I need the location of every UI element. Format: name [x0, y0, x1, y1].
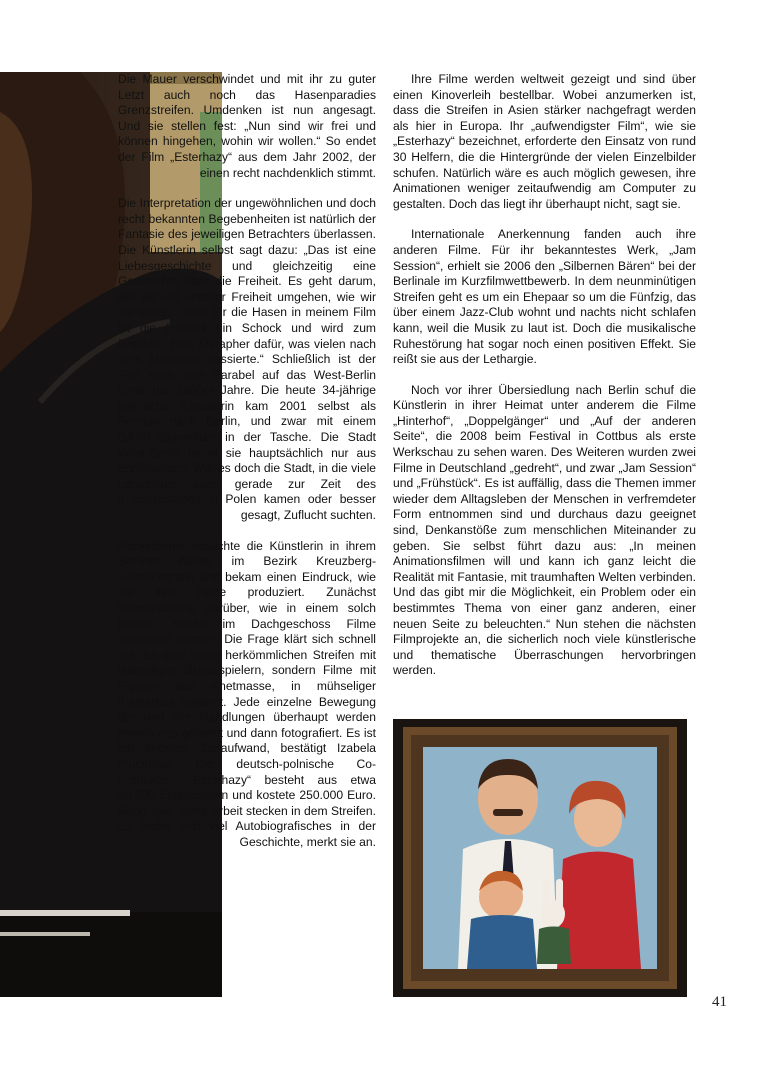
clay-family-picture [393, 719, 687, 997]
right-paragraph-1: Ihre Filme werden weltweit gezeigt und sind über einen Kinoverleih bestellbar. Wobei anzumerken ist, dass die Streifen in Asien stärker nachgefragt werden als hier in Europa. Ihr „aufwendigster Film“, wie sie „Esterhazy“ bezeichnet, erforderte den Einsatz von rund 30 Helfern, die die Hintergründe der vielen Einzelbilder schufen. Natürlich wäre es auch möglich gewesen, ihre Animationen weniger zeitaufwendig am Computer zu gestalten. Doch das liegt ihr überhaupt nicht, sagt sie. [393, 72, 696, 211]
page-number: 41 [712, 994, 727, 1010]
left-paragraph-1: Die Mauer verschwindet und mit ihr zu guter Letzt auch noch das Hasenparadies Grenzstreifen. Umdenken ist nun angesagt. Und sie stellen fest: „Nun sind wir frei und können hingehen, wohin wir wollen.“ So endet der Film „Esterhazy“ aus dem Jahr 2002, der einen recht nachdenklich stimmt. [118, 72, 376, 180]
left-text-column [118, 72, 376, 997]
right-paragraph-3: Noch vor ihrer Übersiedlung nach Berlin schuf die Künstlerin in ihrer Heimat unter anderem die Filme „Hinterhof“, „Doppelgänger“ und „Auf der anderen Seite“, die 2008 beim Festival in Cottbus als erste Werkschau zu sehen waren. Des Weiteren wurden zwei Filme in Deutschland „gedreht“, und zwar „Jam Session“ und „Frühstück“. Es ist auffällig, dass die Themen immer wieder dem Alltagsleben der Menschen in verfremdeter Form entnommen sind und durchaus dazu geeignet sind, Denkanstöße zum menschlichen Miteinander zu geben. Sie selbst führt dazu aus: „In meinen Animationsfilmen will und kann ich ganz leicht die Realität mit Fantasie, mit traumhaften Welten verbinden. Und das gibt mir die Möglichkeit, ein Problem oder ein bestimmtes Thema von einer ganz anderen, einer neuen Seite zu beleuchten.“ Nun stehen die nächsten Filmprojekte an, die sicherlich noch viele künstlerische und thematische Überraschungen hervorbringen werden. [393, 382, 696, 678]
left-paragraph-2: Die Interpretation der ungewöhnlichen und doch recht bekannten Begebenheiten ist natürlich der Fantasie des jeweiligen Betrachters überlassen. Die Künstlerin selbst sagt dazu: „Das ist eine Liebesgeschichte und gleichzeitig eine Geschichte über die Freiheit. Es geht darum, wie wir mit unserer Freiheit umgehen, wie wir sie sehen. Denn für die Hasen in meinem Film ist die Freiheit ein Schock und wird zum Problem. Eine Metapher dafür, was vielen nach dem Mauerfall passierte.“ Schließlich ist der Film auch eine Parabel auf das West-Berlin Ende der 1980er Jahre. Die heute 34-jährige polnische Künstlerin kam 2001 selbst als Fremde nach Berlin, und zwar mit einem DAAD-Stipendium in der Tasche. Die Stadt West-Berlin kennt sie hauptsächlich nur aus Erzählungen. War es doch die Stadt, in die viele Landsleute auch gerade zur Zeit des Kriegszustands in Polen kamen oder besser gesagt, Zuflucht suchten. [118, 196, 376, 523]
right-text-column [393, 72, 696, 679]
clay-family-graphic [393, 719, 687, 997]
left-paragraph-3: Rockinberlin besuchte die Künstlerin in ihrem Berliner Atelier im Bezirk Kreuzberg-Friedrichshain und bekam einen Eindruck, wie sie ihre Filme produziert. Zunächst Verwunderung darüber, wie in einem solch kleinen Studio im Dachgeschoss Filme entstehen können. Die Frage klärt sich schnell auf. Es sind keine herkömmlichen Streifen mit lebendigen Schauspielern, sondern Filme mit Figuren aus Knetmasse, in mühseliger Kleinarbeit geformt. Jede einzelne Bewegung der und alle Handlungen überhaupt werden jeweils neu geformt und dann fotografiert. Es ist ein enormer Zeitaufwand, bestätigt Izabela Plucinska. Die deutsch-polnische Co-Produktion „Esterhazy“ besteht aus etwa 40.000 Einzelbildern und kostete 250.000 Euro. Rund zwei Jahre Arbeit stecken in dem Streifen. Es findet sich viel Autobiografisches in der Geschichte, merkt sie an. [118, 538, 376, 849]
right-paragraph-2: Internationale Anerkennung fanden auch ihre anderen Filme. Für ihr bekanntestes Werk, „Jam Session“, erhielt sie 2006 den „Silbernen Bären“ bei der Berlinale im Kurzfilmwettbewerb. In dem neunminütigen Streifen geht es um ein Ehepaar so um die Fünfzig, das über einem Jazz-Club wohnt und nachts nicht schlafen kann, weil die Musik zu laut ist. Doch die musikalische Ruhestörung hat sogar noch einen positiven Effekt. Sie reißt sie aus der Lethargie. [393, 227, 696, 367]
